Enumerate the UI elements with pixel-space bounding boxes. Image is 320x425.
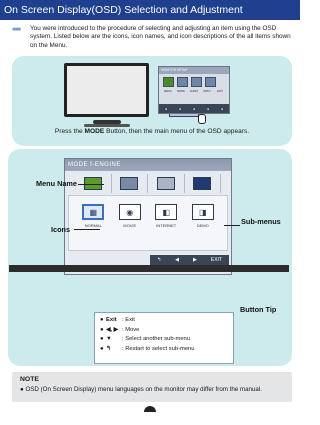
monitor-panel: [12, 56, 292, 146]
right-arrow-icon[interactable]: ▶: [193, 257, 197, 263]
demo-icon: ◨: [192, 204, 214, 220]
osd-submenu-area: [68, 195, 228, 251]
callout-menu-name: Menu Name: [36, 179, 77, 188]
mini-icon: [163, 77, 174, 87]
movie-icon: ◉: [119, 204, 141, 220]
osd-tab-icons: [65, 171, 231, 193]
note-text: ● OSD (On Screen Display) menu languages on the monitor may differ from the manual.: [20, 386, 262, 393]
tip-row: ● ↰ : Restart to select sub-menu: [100, 345, 195, 352]
normal-icon: ▦: [82, 204, 104, 220]
leader-line: [74, 229, 100, 230]
mode-button-label: MODE: [84, 128, 105, 135]
osd-button-tip-bar: [150, 255, 229, 265]
monitor-base: [84, 124, 130, 127]
leader-line: [224, 225, 240, 226]
left-arrow-icon[interactable]: ◀: [175, 257, 180, 263]
osd-menu-name: MODE f-ENGINE: [65, 159, 231, 171]
submenu-label: DEMO: [196, 223, 209, 228]
note-title: NOTE: [20, 376, 39, 383]
page-title: On Screen Display(OSD) Selection and Adjustment: [0, 0, 300, 20]
submenu-normal[interactable]: [78, 204, 108, 228]
monitor-bezel-bar: [9, 265, 289, 272]
callout-submenus: Sub-menus: [241, 217, 281, 226]
submenu-movie[interactable]: [115, 204, 145, 228]
note-box: [12, 372, 292, 402]
mini-icon: [205, 77, 216, 87]
mini-icon: [191, 77, 202, 87]
mini-label: MODE: [177, 90, 185, 93]
tip-row: ● ◀, ▶ : Move: [100, 326, 140, 333]
tab-flag-icon[interactable]: [185, 174, 222, 193]
mini-label: EXIT: [217, 90, 223, 93]
intro-bullet-icon: ■■■: [12, 27, 20, 33]
monitor-illustration: [64, 63, 149, 117]
tip-row: ● ▼ : Select another sub-menu: [100, 336, 190, 343]
press-mode-caption: Press the MODE Button, then the main menu of the OSD appears.: [54, 128, 250, 135]
submenu-label: INTERNET: [156, 223, 177, 228]
intro-text: You were introduced to the procedure of selecting and adjusting an item using the OSD system. Listed below are the icons, icon names, and icon descriptions of the all items shown on the Menu.: [30, 25, 291, 49]
submenu-label: NORMAL: [84, 223, 102, 228]
exit-button[interactable]: EXIT: [210, 257, 222, 263]
submenu-internet[interactable]: [151, 204, 181, 228]
mini-icon: [177, 77, 188, 87]
callout-button-tip: Button Tip: [240, 305, 277, 314]
return-icon[interactable]: ↰: [156, 257, 162, 263]
mini-label: MENU: [164, 90, 172, 93]
mini-nav-bar: ● ● ● ● ●: [159, 104, 229, 113]
callout-icons: Icons: [51, 225, 71, 234]
osd-menu: [64, 158, 232, 275]
mini-label: INPUT: [203, 90, 211, 93]
button-tip-legend: [94, 312, 234, 364]
page-tab-icon: [144, 406, 156, 412]
mini-menu-preview: [158, 66, 230, 114]
submenu-label: MOVIE: [123, 223, 137, 228]
submenu-demo[interactable]: [188, 204, 218, 228]
tab-setup-icon[interactable]: [148, 174, 185, 193]
mini-menu-header: MONITOR SETUP: [159, 67, 229, 74]
internet-icon: ◧: [155, 204, 177, 220]
leader-line: [78, 184, 104, 185]
finger-pointer-icon: [198, 114, 206, 124]
tab-picture-icon[interactable]: [112, 174, 149, 193]
mini-label: AUDIO: [189, 90, 199, 93]
tip-row: ● Exit : Exit: [100, 317, 135, 323]
